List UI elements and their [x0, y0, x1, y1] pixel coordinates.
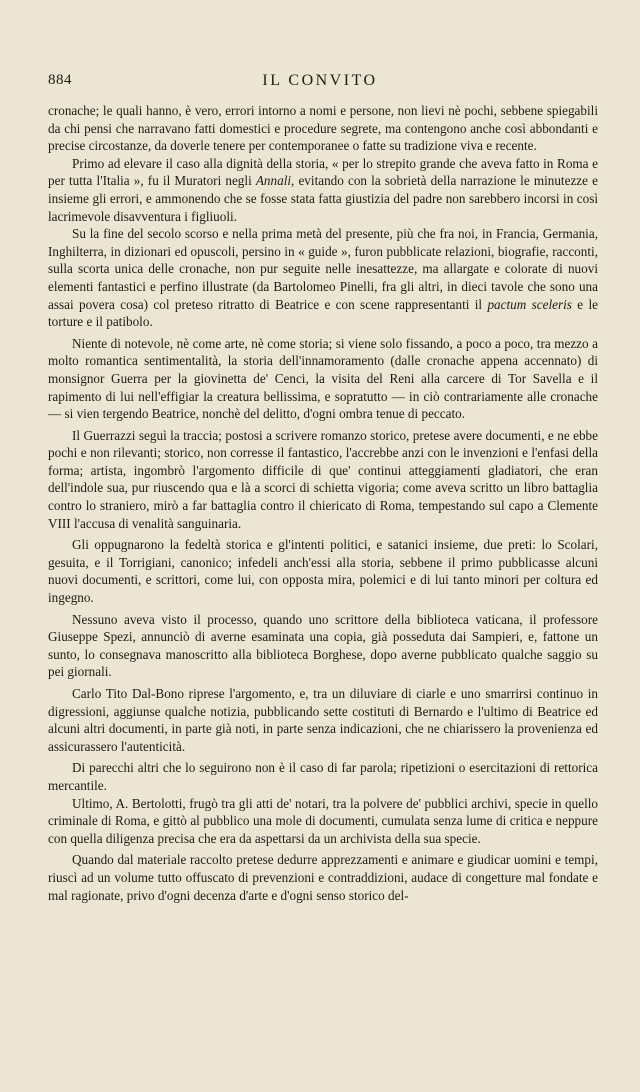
- page-number: 884: [48, 72, 72, 88]
- page-header: [48, 72, 592, 94]
- paragraph: Ultimo, A. Bertolotti, frugò tra gli atti de' notari, tra la polvere de' pubblici archivi, specie in quello criminale di Roma, e gittò al pubblico una mole di documenti, cumulata senza lume di critica e neppure con quella diligenza precisa che era da aspettarsi da un archivista della sua specie.: [48, 795, 598, 846]
- running-title: IL CONVITO: [262, 72, 378, 89]
- paragraph: cronache; le quali hanno, è vero, errori intorno a nomi e persone, non lievi nè pochi, sebbene spiegabili da chi pensi che narravano fatti domestici e procedure segrete, ma contengono anche così abbondanti e precise circostanze, da doverle tenere per contemporanee o fatte su tradizione viva e recente.: [48, 103, 598, 154]
- paragraph: [48, 155, 598, 225]
- paragraph: [48, 225, 598, 331]
- body-text: [48, 102, 598, 904]
- paragraph: Niente di notevole, nè come arte, nè come storia; si viene solo fissando, a poco a poco, tra mezzo a molto romantica sentimentalità, la storia dell'innamoramento (dalle cronache appena accennato) di monsignor Guerra per la giovinetta de' Cenci, la visita del Reni alla carcere di Tor Savella e il rapimento di lui nell'effigiar la creatura bellissima, e sopratutto — in ciò contrariamente alle cronache — si vien tergendo Beatrice, nonchè del delitto, d'ogni ombra tenue di peccato.: [48, 335, 598, 422]
- paragraph-text: Primo ad elevare il caso alla dignità della storia, « per lo strepito grande che aveva fatto in Roma e per tutta l'Italia », fu il Muratori negli: [48, 155, 598, 189]
- paragraph-text: Su la fine del secolo scorso e nella prima metà del presente, più che fra noi, in Francia, Germania, Inghilterra, in dizionari ed opuscoli, persino in « guide », furon pubblicate relazioni, biografie, racconti, sulla scorta unica delle cronache, non pur seguite nelle inesattezze, ma allargate e colorate di nuovi elementi fantastici e perfino illustrate (da Bartolomeo Pinelli, fra gli altri, in dieci tavole che sono una assai povera cosa) col preteso ritratto di Beatrice e con scene rappresentanti il: [48, 226, 598, 312]
- italic-phrase: pactum sceleris: [487, 296, 572, 312]
- paragraph: Quando dal materiale raccolto pretese dedurre apprezzamenti e animare e giudicar uomini e tempi, riuscì ad un volume tutto offuscato di prevenzioni e contraddizioni, audace di congetture mal fondate e mal ragionate, privo d'ogni decenza d'arte e d'ogni senso storico del-: [48, 852, 598, 903]
- paragraph: Il Guerrazzi seguì la traccia; postosi a scrivere romanzo storico, pretese avere documenti, e ne ebbe pochi e non rilevanti; storico, non corresse il fantastico, l'accrebbe anzi con le invenzioni e l'enfasi della forma; artista, ingombrò l'argomento difficile di que' continui atteggiamenti gladiatori, che eran dell'indole sua, pur riuscendo qua e là a scorci di schietta vigoria; come aveva scritto un libro battaglia contro lo straniero, mirò a far battaglia contro il chiericato di Roma, tempestando sul capo a Clemente VIII l'accusa di venalità sanguinaria.: [48, 427, 598, 531]
- paragraph: Di parecchi altri che lo seguirono non è il caso di far parola; ripetizioni o esercitazioni di rettorica mercantile.: [48, 760, 598, 793]
- italic-title: Annali: [255, 173, 292, 189]
- paragraph-text: e le torture e il patibolo.: [48, 296, 599, 330]
- paragraph-text: , evitando con la sobrietà della narrazione le minutezze e insieme gli errori, e ammonendo che se fosse stata fatta giustizia del padre non sarebbero incorsi in così lacrimevole disavventura i figliuoli.: [48, 173, 598, 224]
- paragraph: Gli oppugnarono la fedeltà storica e gl'intenti politici, e satanici insieme, due preti: lo Scolari, gesuita, e il Torrigiani, canonico; infedeli anch'essi alla storia, sebbene il primo pubblicasse alcuni nuovi documenti, e scrittori, come lui, con opposta mira, polemici e di lui tanto minori per coltura ed ingegno.: [48, 537, 598, 606]
- paragraph: Nessuno aveva visto il processo, quando uno scrittore della biblioteca vaticana, il professore Giuseppe Spezi, annunciò di averne esaminata una copia, già posseduta dai Sampieri, e, fattone un sunto, lo consegnava manoscritto alla biblioteca Borghese, dopo averne pubblicato qualche saggio su pei giornali.: [48, 611, 598, 680]
- paragraph: Carlo Tito Dal-Bono riprese l'argomento, e, tra un diluviare di ciarle e uno smarrirsi continuo in digressioni, aggiunse qualche notizia, pubblicando sette costituti di Bernardo e l'ultimo di Beatrice ed alcuni altri documenti, in parte già noti, in parte senza indicazioni, che ne chiarissero la provenienza ed assicurassero l'autenticità.: [48, 686, 598, 754]
